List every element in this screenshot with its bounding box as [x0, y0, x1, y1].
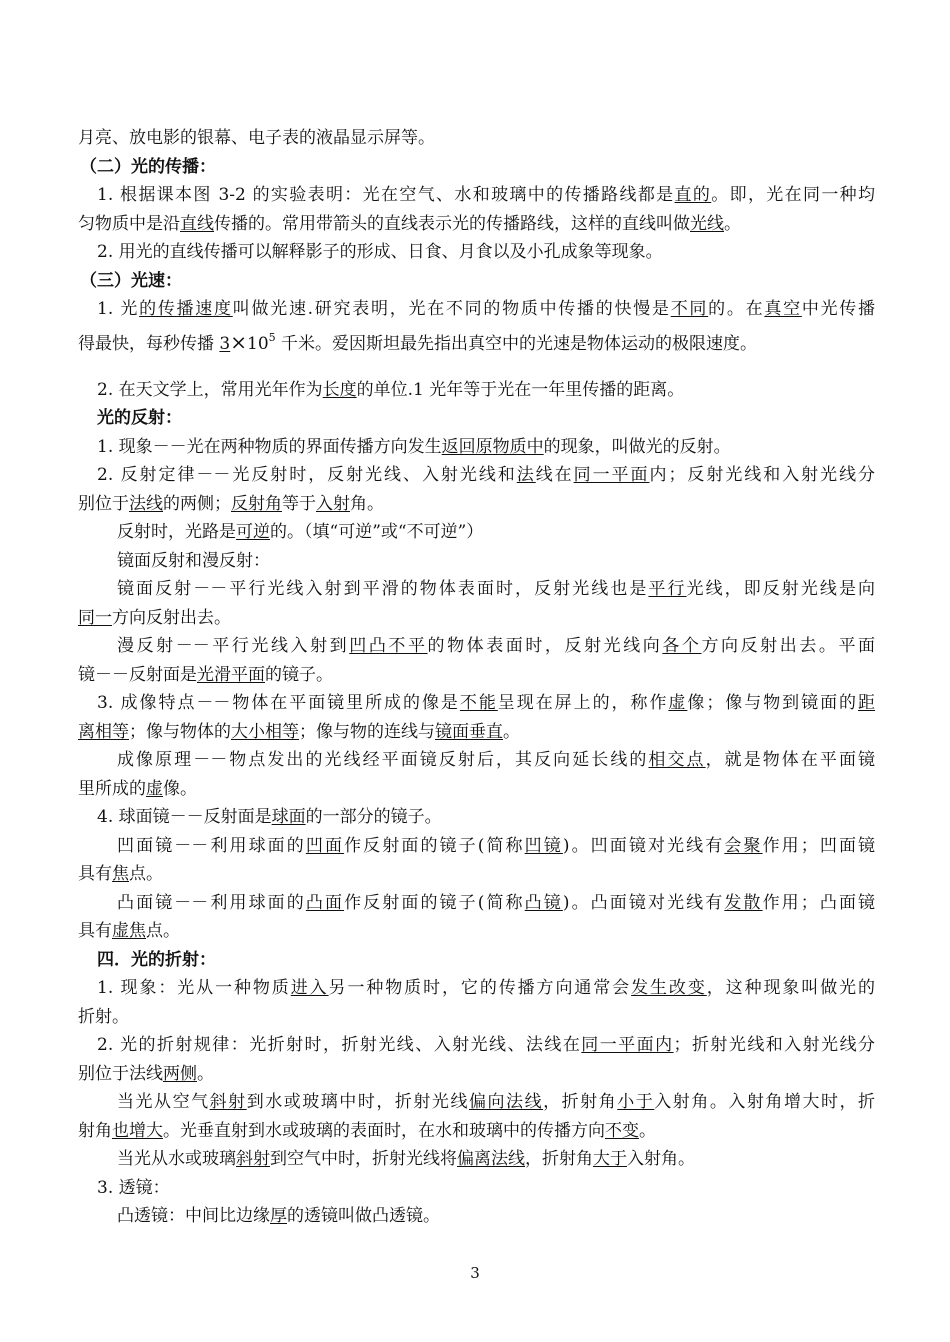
text: ，就是物体在平面镜: [705, 750, 876, 770]
paragraph-line: [117, 578, 875, 600]
answer-blank: 斜射: [236, 1149, 270, 1169]
answer-blank: 返回原物质中: [441, 437, 544, 457]
text: 作用；凸面镜: [762, 893, 876, 913]
text: ，折射角: [543, 1092, 618, 1112]
answer-blank: 3: [219, 334, 231, 354]
text: 月亮、放电影的银幕、电子表的液晶显示屏等。: [78, 128, 435, 148]
paragraph-line: [78, 778, 197, 800]
heading-text: （三）光速：: [80, 271, 182, 291]
text: 2. 在天文学上，常用光年作为: [97, 380, 323, 400]
paragraph-line: [97, 379, 684, 401]
answer-blank: 反射角: [231, 494, 282, 514]
answer-blank: 的传播速度: [139, 299, 233, 319]
text: 别位于: [78, 494, 129, 514]
answer-blank: 法线: [129, 494, 163, 514]
text: 折射。: [78, 1007, 129, 1027]
text: 作反射面的镜子(简称: [344, 893, 525, 913]
text: ；折射光线和入射光线分: [673, 1035, 876, 1055]
paragraph-line: [97, 1177, 170, 1199]
paragraph-line: [78, 1120, 656, 1142]
text: ，这种现象叫做光的: [706, 978, 876, 998]
text: 入射角。: [627, 1149, 695, 1169]
answer-blank: 凸镜: [524, 893, 563, 913]
page-number: 3: [470, 1264, 480, 1282]
answer-blank: 也增大: [112, 1121, 163, 1141]
text: 的一部分的镜子。: [305, 807, 442, 827]
answer-blank: 小于: [617, 1092, 655, 1112]
text: 漫反射－－平行光线入射到: [117, 636, 350, 656]
text: 凹面镜－－利用球面的: [117, 836, 306, 856]
text: 2. 用光的直线传播可以解释影子的形成、日食、月食以及小孔成象等现象。: [97, 242, 663, 262]
text: 里所成的: [78, 779, 146, 799]
text: 千米。爱因斯坦最先指出真空中的光速是物体运动的极限速度。: [275, 334, 758, 354]
paragraph-line: [78, 920, 180, 942]
text: 1. 光: [97, 299, 140, 319]
text: 呈现在屏上的，称作: [497, 693, 669, 713]
paragraph-line: [117, 1148, 695, 1170]
answer-blank: 真空: [764, 299, 802, 319]
text: 1. 现象：光从一种物质: [97, 978, 291, 998]
answer-blank: 光滑平面: [197, 665, 265, 685]
paragraph-line: [117, 635, 875, 657]
text: 中光传播: [801, 299, 876, 319]
answer-blank: 不变: [605, 1121, 639, 1141]
paragraph-line: [97, 464, 875, 486]
answer-blank: 两侧: [163, 1064, 197, 1084]
text: 3. 透镜：: [97, 1178, 170, 1198]
text: 到空气中时，折射光线将: [270, 1149, 457, 1169]
text: 作反射面的镜子(简称: [344, 836, 525, 856]
answer-blank: 长度: [322, 380, 357, 400]
text: )。凹面镜对光线有: [562, 836, 725, 856]
answer-blank: 凹凸不平: [349, 636, 428, 656]
text: 成像原理－－物点发出的光线经平面镜反射后，其反向延长线的: [117, 750, 649, 770]
text: 匀物质中是沿: [78, 214, 180, 234]
text: 点。: [146, 921, 180, 941]
answer-blank: 法: [516, 465, 536, 485]
answer-blank: 同一平面: [573, 465, 650, 485]
answer-blank: 平行: [648, 579, 687, 599]
text: 的单位.1 光年等于光在一年里传播的距离。: [356, 380, 685, 400]
text: ；像与物的连线与: [299, 722, 435, 742]
section-heading: [97, 949, 216, 971]
text: 方向反射出去。: [112, 608, 231, 628]
answer-blank: 直线: [180, 214, 214, 234]
text: 等于: [282, 494, 316, 514]
paragraph-line: [78, 213, 741, 235]
text: 角。: [350, 494, 384, 514]
answer-blank: 光线: [690, 214, 724, 234]
paragraph-line: [97, 806, 442, 828]
paragraph-line: [78, 863, 163, 885]
answer-blank: 直的: [674, 185, 712, 205]
text: 光线，即反射光线是向: [686, 579, 876, 599]
section-heading: [80, 156, 216, 178]
answer-blank: 凹镜: [524, 836, 563, 856]
answer-blank: 入射: [316, 494, 350, 514]
text: ；像与物体的: [129, 722, 231, 742]
text: 得最快，每秒传播: [78, 334, 220, 354]
text: 1. 现象－－光在两种物质的界面传播方向发生: [97, 437, 442, 457]
paragraph-line: [78, 721, 520, 743]
answer-blank: 同一平面内: [581, 1035, 674, 1055]
answer-blank: 发生改变: [631, 978, 707, 998]
paragraph-line: [117, 892, 875, 914]
text: 线在: [535, 465, 574, 485]
text: 。光垂直射到水或玻璃的表面时，在水和玻璃中的传播方向: [163, 1121, 605, 1141]
paragraph-line: [117, 835, 875, 857]
text: 的。（填“可逆”或“不可逆”）: [270, 522, 484, 542]
paragraph-line: [97, 692, 875, 714]
text: 到水或玻璃中时，折射光线: [246, 1092, 469, 1112]
text: 具有: [78, 921, 112, 941]
paragraph-line: [78, 331, 757, 357]
paragraph-line: [117, 550, 270, 572]
text: 凸透镜：中间比边缘: [117, 1206, 270, 1226]
answer-blank: 进入: [290, 978, 329, 998]
answer-blank: 球面: [271, 807, 306, 827]
text: 凸面镜－－利用球面的: [117, 893, 306, 913]
text: 的镜子。: [265, 665, 333, 685]
heading-text: 四．光的折射：: [97, 950, 216, 970]
text: 。: [503, 722, 520, 742]
text: 。: [639, 1121, 656, 1141]
section-heading: [97, 407, 182, 429]
answer-blank: 虚: [146, 779, 163, 799]
text: 镜－－反射面是: [78, 665, 197, 685]
text: 4. 球面镜－－反射面是: [97, 807, 272, 827]
answer-blank: 凸面: [305, 893, 345, 913]
paragraph-line: [78, 493, 384, 515]
answer-blank: 斜射: [209, 1092, 247, 1112]
paragraph-line: [117, 1091, 875, 1113]
text: 的两侧；: [163, 494, 231, 514]
paragraph-line: [117, 1205, 440, 1227]
answer-blank: 焦: [112, 864, 129, 884]
text: 当光从水或玻璃: [117, 1149, 236, 1169]
answer-blank: 同一: [78, 608, 112, 628]
paragraph-line: [97, 184, 875, 206]
answer-blank: 各个: [662, 636, 702, 656]
answer-blank: 不能: [459, 693, 498, 713]
text: 射角: [78, 1121, 112, 1141]
answer-blank: 凹面: [305, 836, 345, 856]
text: 2. 反射定律－－光反射时，反射光线、入射光线和: [97, 465, 517, 485]
answer-blank: 虚焦: [112, 921, 146, 941]
answer-blank: 偏离法线: [457, 1149, 525, 1169]
paragraph-line: [78, 127, 435, 149]
answer-blank: 发散: [724, 893, 763, 913]
text: 像；像与物到镜面的: [687, 693, 859, 713]
text: )。凸面镜对光线有: [562, 893, 725, 913]
text: 反射时，光路是: [117, 522, 236, 542]
answer-blank: 距: [858, 693, 876, 713]
text: 入射角。入射角增大时，折: [654, 1092, 876, 1112]
text: ，折射角: [525, 1149, 593, 1169]
text: 镜面反射－－平行光线入射到平滑的物体表面时，反射光线也是: [117, 579, 649, 599]
paragraph-line: [97, 298, 875, 320]
text: 作用；凹面镜: [762, 836, 876, 856]
text: 。即，光在同一种均: [711, 185, 876, 205]
paragraph-line: [97, 1034, 875, 1056]
text: 点。: [129, 864, 163, 884]
text: 的透镜叫做凸透镜。: [287, 1206, 440, 1226]
times-symbol: ×: [230, 330, 247, 354]
answer-blank: 大小相等: [231, 722, 299, 742]
answer-blank: 镜面垂直: [435, 722, 503, 742]
section-heading: [80, 270, 182, 292]
text: 的。在: [708, 299, 765, 319]
paragraph-line: [97, 436, 731, 458]
answer-blank: 厚: [270, 1206, 287, 1226]
text: 叫做光速.研究表明，光在不同的物质中传播的快慢是: [232, 299, 671, 319]
text: 。: [197, 1064, 214, 1084]
answer-blank: 会聚: [724, 836, 763, 856]
answer-blank: 大于: [593, 1149, 627, 1169]
answer-blank: 可逆: [236, 522, 270, 542]
answer-blank: 虚: [668, 693, 688, 713]
text: 别位于法线: [78, 1064, 163, 1084]
answer-blank: 偏向法线: [469, 1092, 544, 1112]
answer-blank: 离相等: [78, 722, 129, 742]
text: 。: [724, 214, 741, 234]
paragraph-line: [117, 521, 483, 543]
heading-text: 光的反射：: [97, 408, 182, 428]
text: 具有: [78, 864, 112, 884]
paragraph-line: [78, 664, 333, 686]
exponent-base: 10: [247, 334, 269, 354]
text: 内；反射光线和入射光线分: [649, 465, 876, 485]
paragraph-line: [78, 607, 231, 629]
answer-blank: 不同: [670, 299, 709, 319]
paragraph-line: [78, 1063, 214, 1085]
exponent: 5: [268, 331, 276, 344]
paragraph-line: [78, 1006, 129, 1028]
text: 的物体表面时，反射光线向: [427, 636, 663, 656]
text: 方向反射出去。平面: [701, 636, 876, 656]
text: 1. 根据课本图 3-2 的实验表明：光在空气、水和玻璃中的传播路线都是: [97, 185, 675, 205]
heading-text: （二）光的传播：: [80, 157, 216, 177]
text: 3. 成像特点－－物体在平面镜里所成的像是: [97, 693, 460, 713]
text: 当光从空气: [117, 1092, 210, 1112]
paragraph-line: [97, 241, 663, 263]
answer-blank: 相交点: [648, 750, 706, 770]
text: 另一种物质时，它的传播方向通常会: [328, 978, 632, 998]
text: 镜面反射和漫反射：: [117, 551, 270, 571]
text: 传播的。常用带箭头的直线表示光的传播路线，这样的直线叫做: [214, 214, 690, 234]
text: 2. 光的折射规律：光折射时，折射光线、入射光线、法线在: [97, 1035, 582, 1055]
paragraph-line: [97, 977, 875, 999]
paragraph-line: [117, 749, 875, 771]
text: 像。: [163, 779, 197, 799]
text: 的现象，叫做光的反射。: [543, 437, 731, 457]
